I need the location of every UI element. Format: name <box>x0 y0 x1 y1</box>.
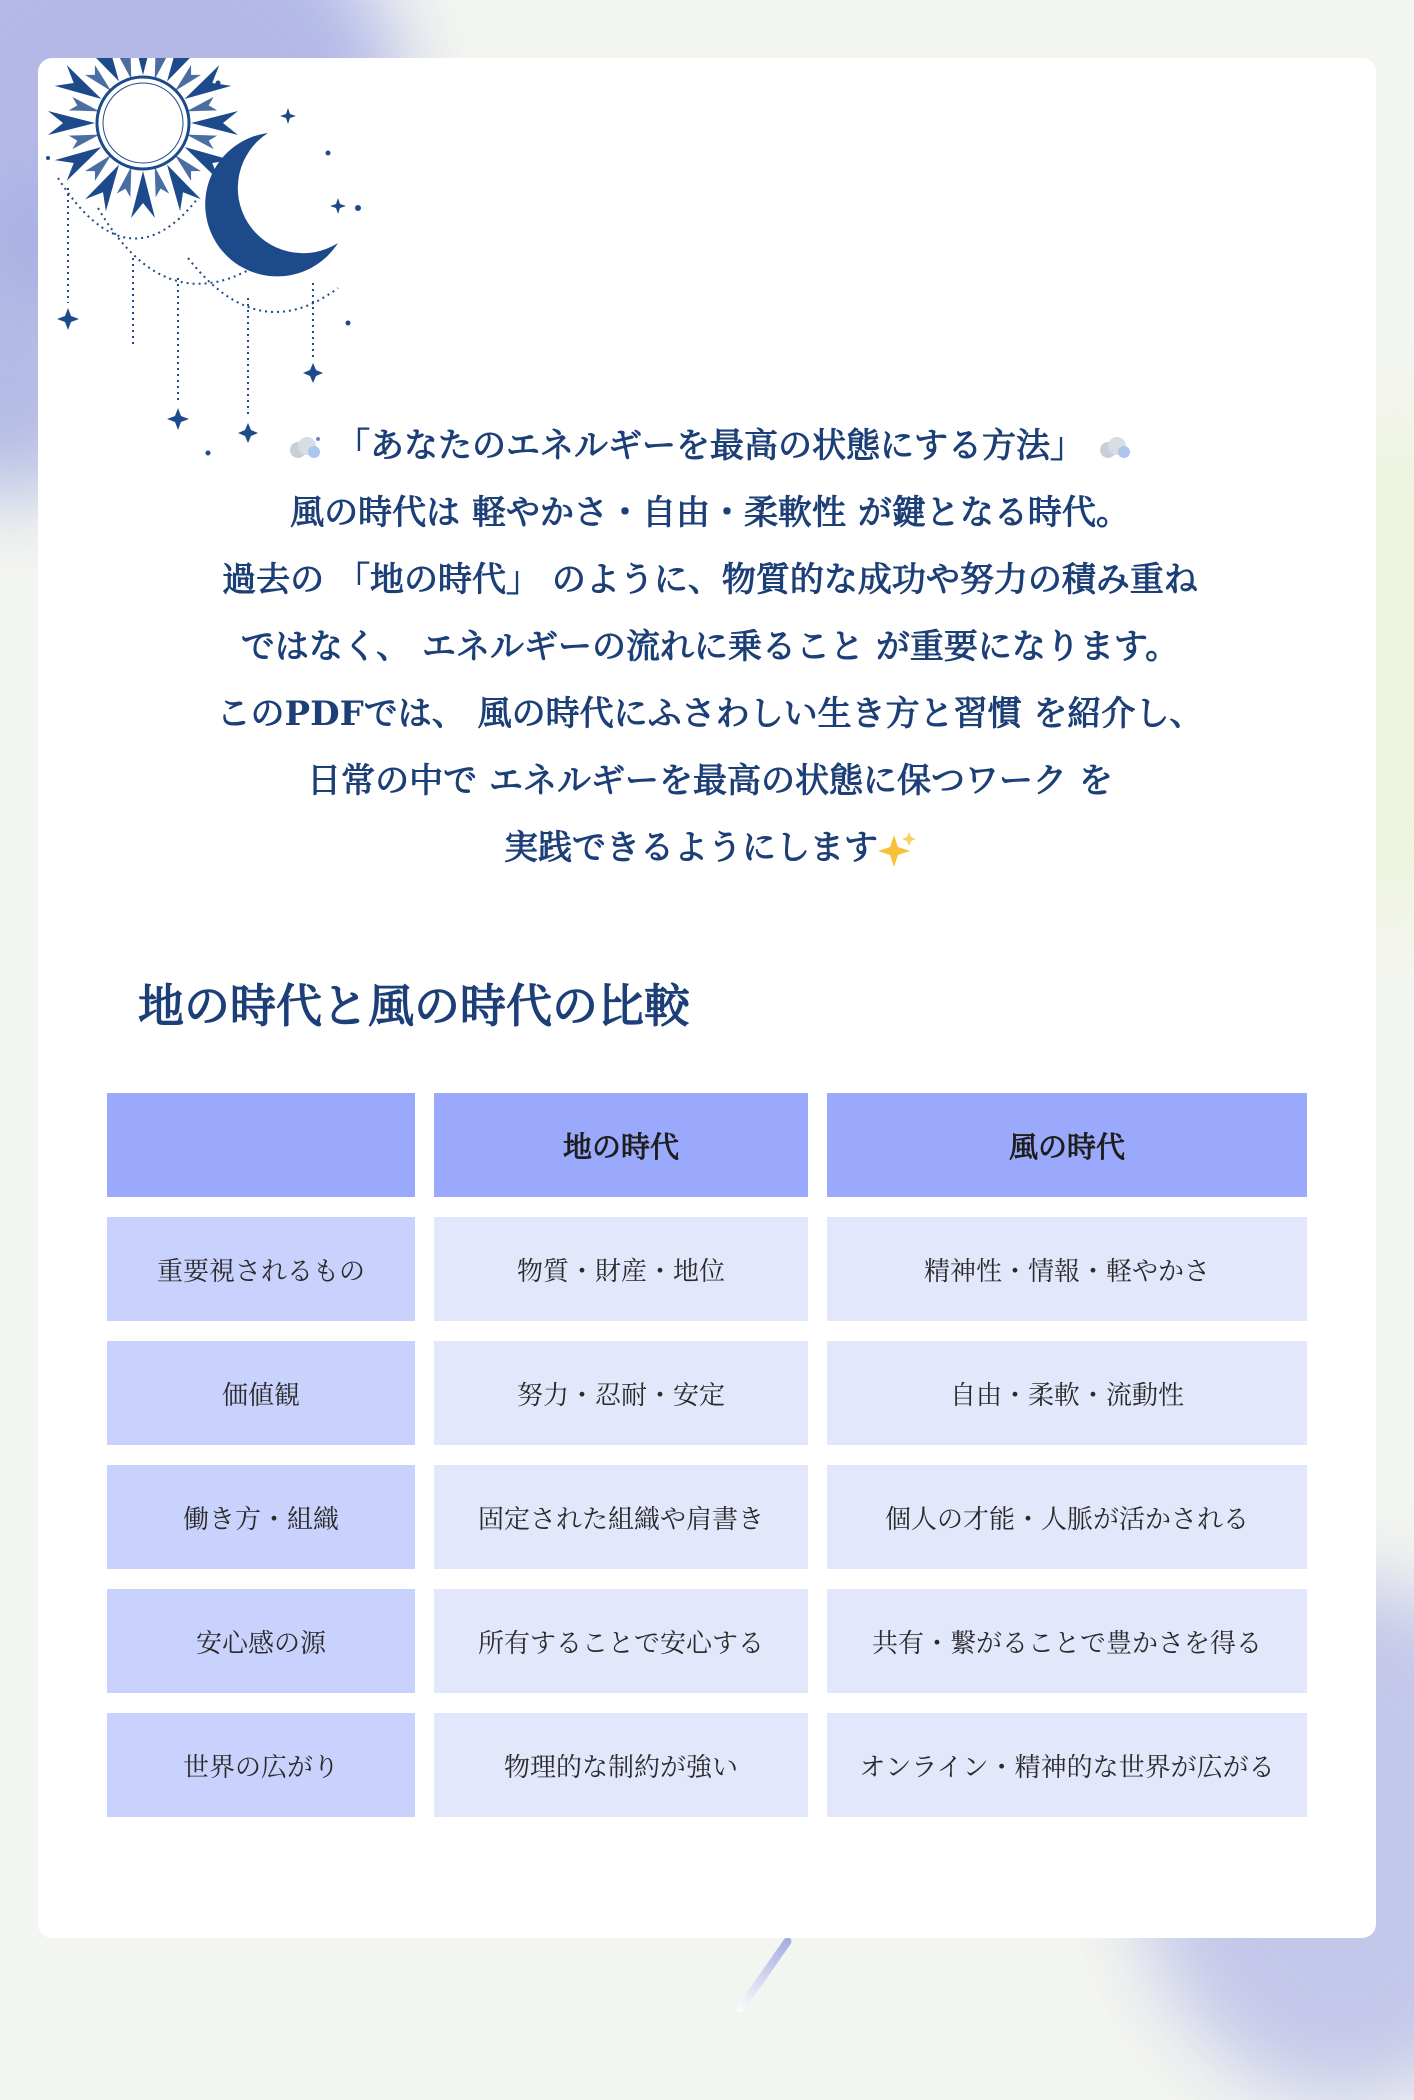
intro-line-5: このPDFでは、 風の時代にふさわしい生き方と習慣 を紹介し、 <box>216 694 1204 734</box>
sparkles-icon <box>878 831 916 869</box>
intro-line-7 <box>120 815 1300 882</box>
table-cell: 努力・忍耐・安定 <box>434 1341 808 1445</box>
row-header: 世界の広がり <box>107 1713 415 1817</box>
intro-line-6: 日常の中で エネルギーを最高の状態に保つワーク を <box>307 761 1113 801</box>
intro-text <box>120 413 1300 882</box>
column-header-wind-era: 風の時代 <box>827 1093 1307 1197</box>
table-cell: 自由・柔軟・流動性 <box>827 1341 1307 1445</box>
background-streak <box>735 1936 793 2014</box>
comparison-section-title: 地の時代と風の時代の比較 <box>138 979 690 1033</box>
table-cell: 物質・財産・地位 <box>434 1217 808 1321</box>
table-cell: 固定された組織や肩書き <box>434 1465 808 1569</box>
table-cell: 個人の才能・人脈が活かされる <box>827 1465 1307 1569</box>
sun-moon-ornament-icon <box>38 58 398 458</box>
table-cell: 共有・繋がることで豊かさを得る <box>827 1589 1307 1693</box>
content-card <box>38 58 1376 1938</box>
table-corner-cell <box>107 1093 415 1197</box>
intro-line-1 <box>120 413 1300 480</box>
intro-line-2: 風の時代は 軽やかさ・自由・柔軟性 が鍵となる時代。 <box>290 493 1130 533</box>
column-header-earth-era: 地の時代 <box>434 1093 808 1197</box>
table-cell: 所有することで安心する <box>434 1589 808 1693</box>
table-cell: オンライン・精神的な世界が広がる <box>827 1713 1307 1817</box>
intro-line-3: 過去の 「地の時代」 のように、物質的な成功や努力の積み重ね <box>222 560 1198 600</box>
table-cell: 精神性・情報・軽やかさ <box>827 1217 1307 1321</box>
intro-line-text: 「あなたのエネルギーを最高の状態にする方法」 <box>336 426 1084 466</box>
row-header: 重要視されるもの <box>107 1217 415 1321</box>
wind-cloud-icon <box>1096 433 1134 463</box>
row-header: 価値観 <box>107 1341 415 1445</box>
intro-line-text: 実践できるようにします <box>504 828 878 868</box>
table-cell: 物理的な制約が強い <box>434 1713 808 1817</box>
intro-line-4: ではなく、 エネルギーの流れに乗ること が重要になります。 <box>240 627 1180 667</box>
wind-cloud-icon <box>286 433 324 463</box>
row-header: 安心感の源 <box>107 1589 415 1693</box>
row-header: 働き方・組織 <box>107 1465 415 1569</box>
